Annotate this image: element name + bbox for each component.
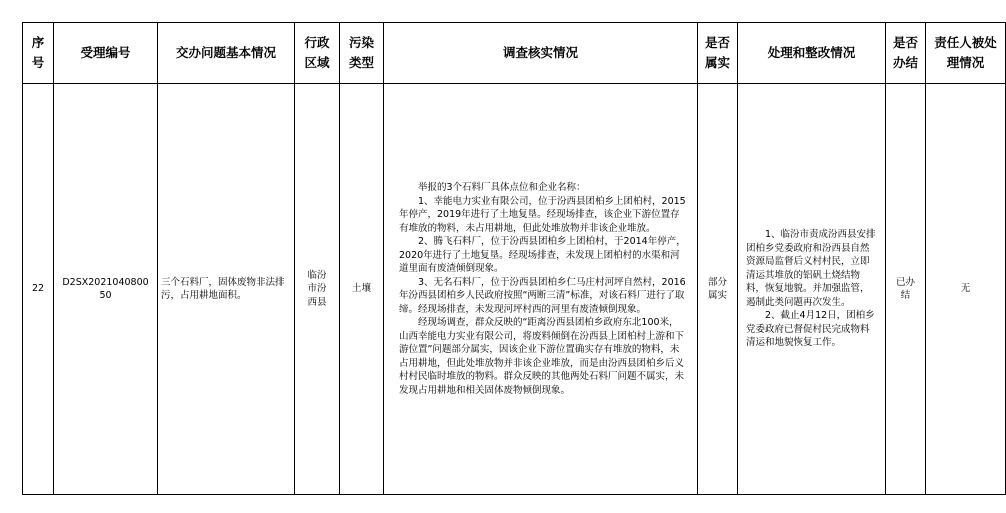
investigation-paragraph: 经现场调查，群众反映的“距离汾西县团柏乡政府东北100米，山西幸能电力实业有限公司，将废料倾倒在汾西县上团柏村上游和下游位置”问题部分属实，因该企业下游位置确实存有堆放的物料，未占用耕地，但此处堆放物并非该企业堆放，而是由汾西县团柏乡后义村村民临时堆放的物料。群众反映的其他两处石料厂问题不属实，未发现占用耕地和相关固体废物倾倒现象。 xyxy=(399,317,685,396)
header-pollution: 污染类型 xyxy=(340,23,384,84)
header-closed: 是否办结 xyxy=(886,23,926,84)
cell-handling xyxy=(738,84,886,495)
header-handling: 处理和整改情况 xyxy=(738,23,886,84)
cell-seq: 22 xyxy=(23,84,54,495)
header-region: 行政区域 xyxy=(295,23,340,84)
case-table xyxy=(22,22,1006,495)
cell-investigation xyxy=(384,84,698,495)
cell-region: 临汾市汾西县 xyxy=(295,84,340,495)
investigation-paragraph: 2、腾飞石料厂，位于汾西县团柏乡上团柏村，于2014年停产，2020年进行了土地复垦。经现场排查，未发现上团柏村的水渠和河道里面有废渣倾倒现象。 xyxy=(399,236,686,274)
investigation-paragraph: 1、幸能电力实业有限公司，位于汾西县团柏乡上团柏村，2015年停产，2019年进行了土地复垦。经现场排查，该企业下游位置存有堆放的物料，未占用耕地，但此处堆放物并非该企业堆放。 xyxy=(399,195,686,234)
handling-paragraph: 1、临汾市责成汾西县安排团柏乡党委政府和汾西县自然资源局监督后义村村民，立即清运其堆放的铝矾土烧结物料，恢复地貌。并加强监管，遏制此类问题再次发生。 xyxy=(746,229,876,308)
investigation-paragraph: 举报的3个石料厂具体点位和企业名称： xyxy=(418,182,586,193)
investigation-paragraph: 3、无名石料厂，位于汾西县团柏乡仁马庄村河坪自然村，2016年汾西县团柏乡人民政府按照“两断三清”标准，对该石料厂进行了取缔。经现场排查，未发现河坪村西的河里有废渣倾倒现象。 xyxy=(399,276,686,315)
header-seq: 序号 xyxy=(23,23,54,84)
header-accountability: 责任人被处理情况 xyxy=(926,23,1006,84)
header-row xyxy=(23,23,1006,84)
cell-closed: 已办结 xyxy=(886,84,926,495)
cell-accountability: 无 xyxy=(926,84,1006,495)
cell-case-no: D2SX202104080050 xyxy=(54,84,158,495)
cell-verified: 部分属实 xyxy=(698,84,738,495)
header-investigation: 调查核实情况 xyxy=(384,23,698,84)
table-row xyxy=(23,84,1006,495)
header-basic: 交办问题基本情况 xyxy=(158,23,295,84)
header-case-no: 受理编号 xyxy=(54,23,158,84)
cell-pollution: 土壤 xyxy=(340,84,384,495)
handling-paragraph: 2、截止4月12日，团柏乡党委政府已督促村民完成物料清运和地貌恢复工作。 xyxy=(746,310,875,349)
header-verified: 是否属实 xyxy=(698,23,738,84)
cell-basic: 三个石料厂，固体废物非法排污，占用耕地面积。 xyxy=(158,84,295,495)
